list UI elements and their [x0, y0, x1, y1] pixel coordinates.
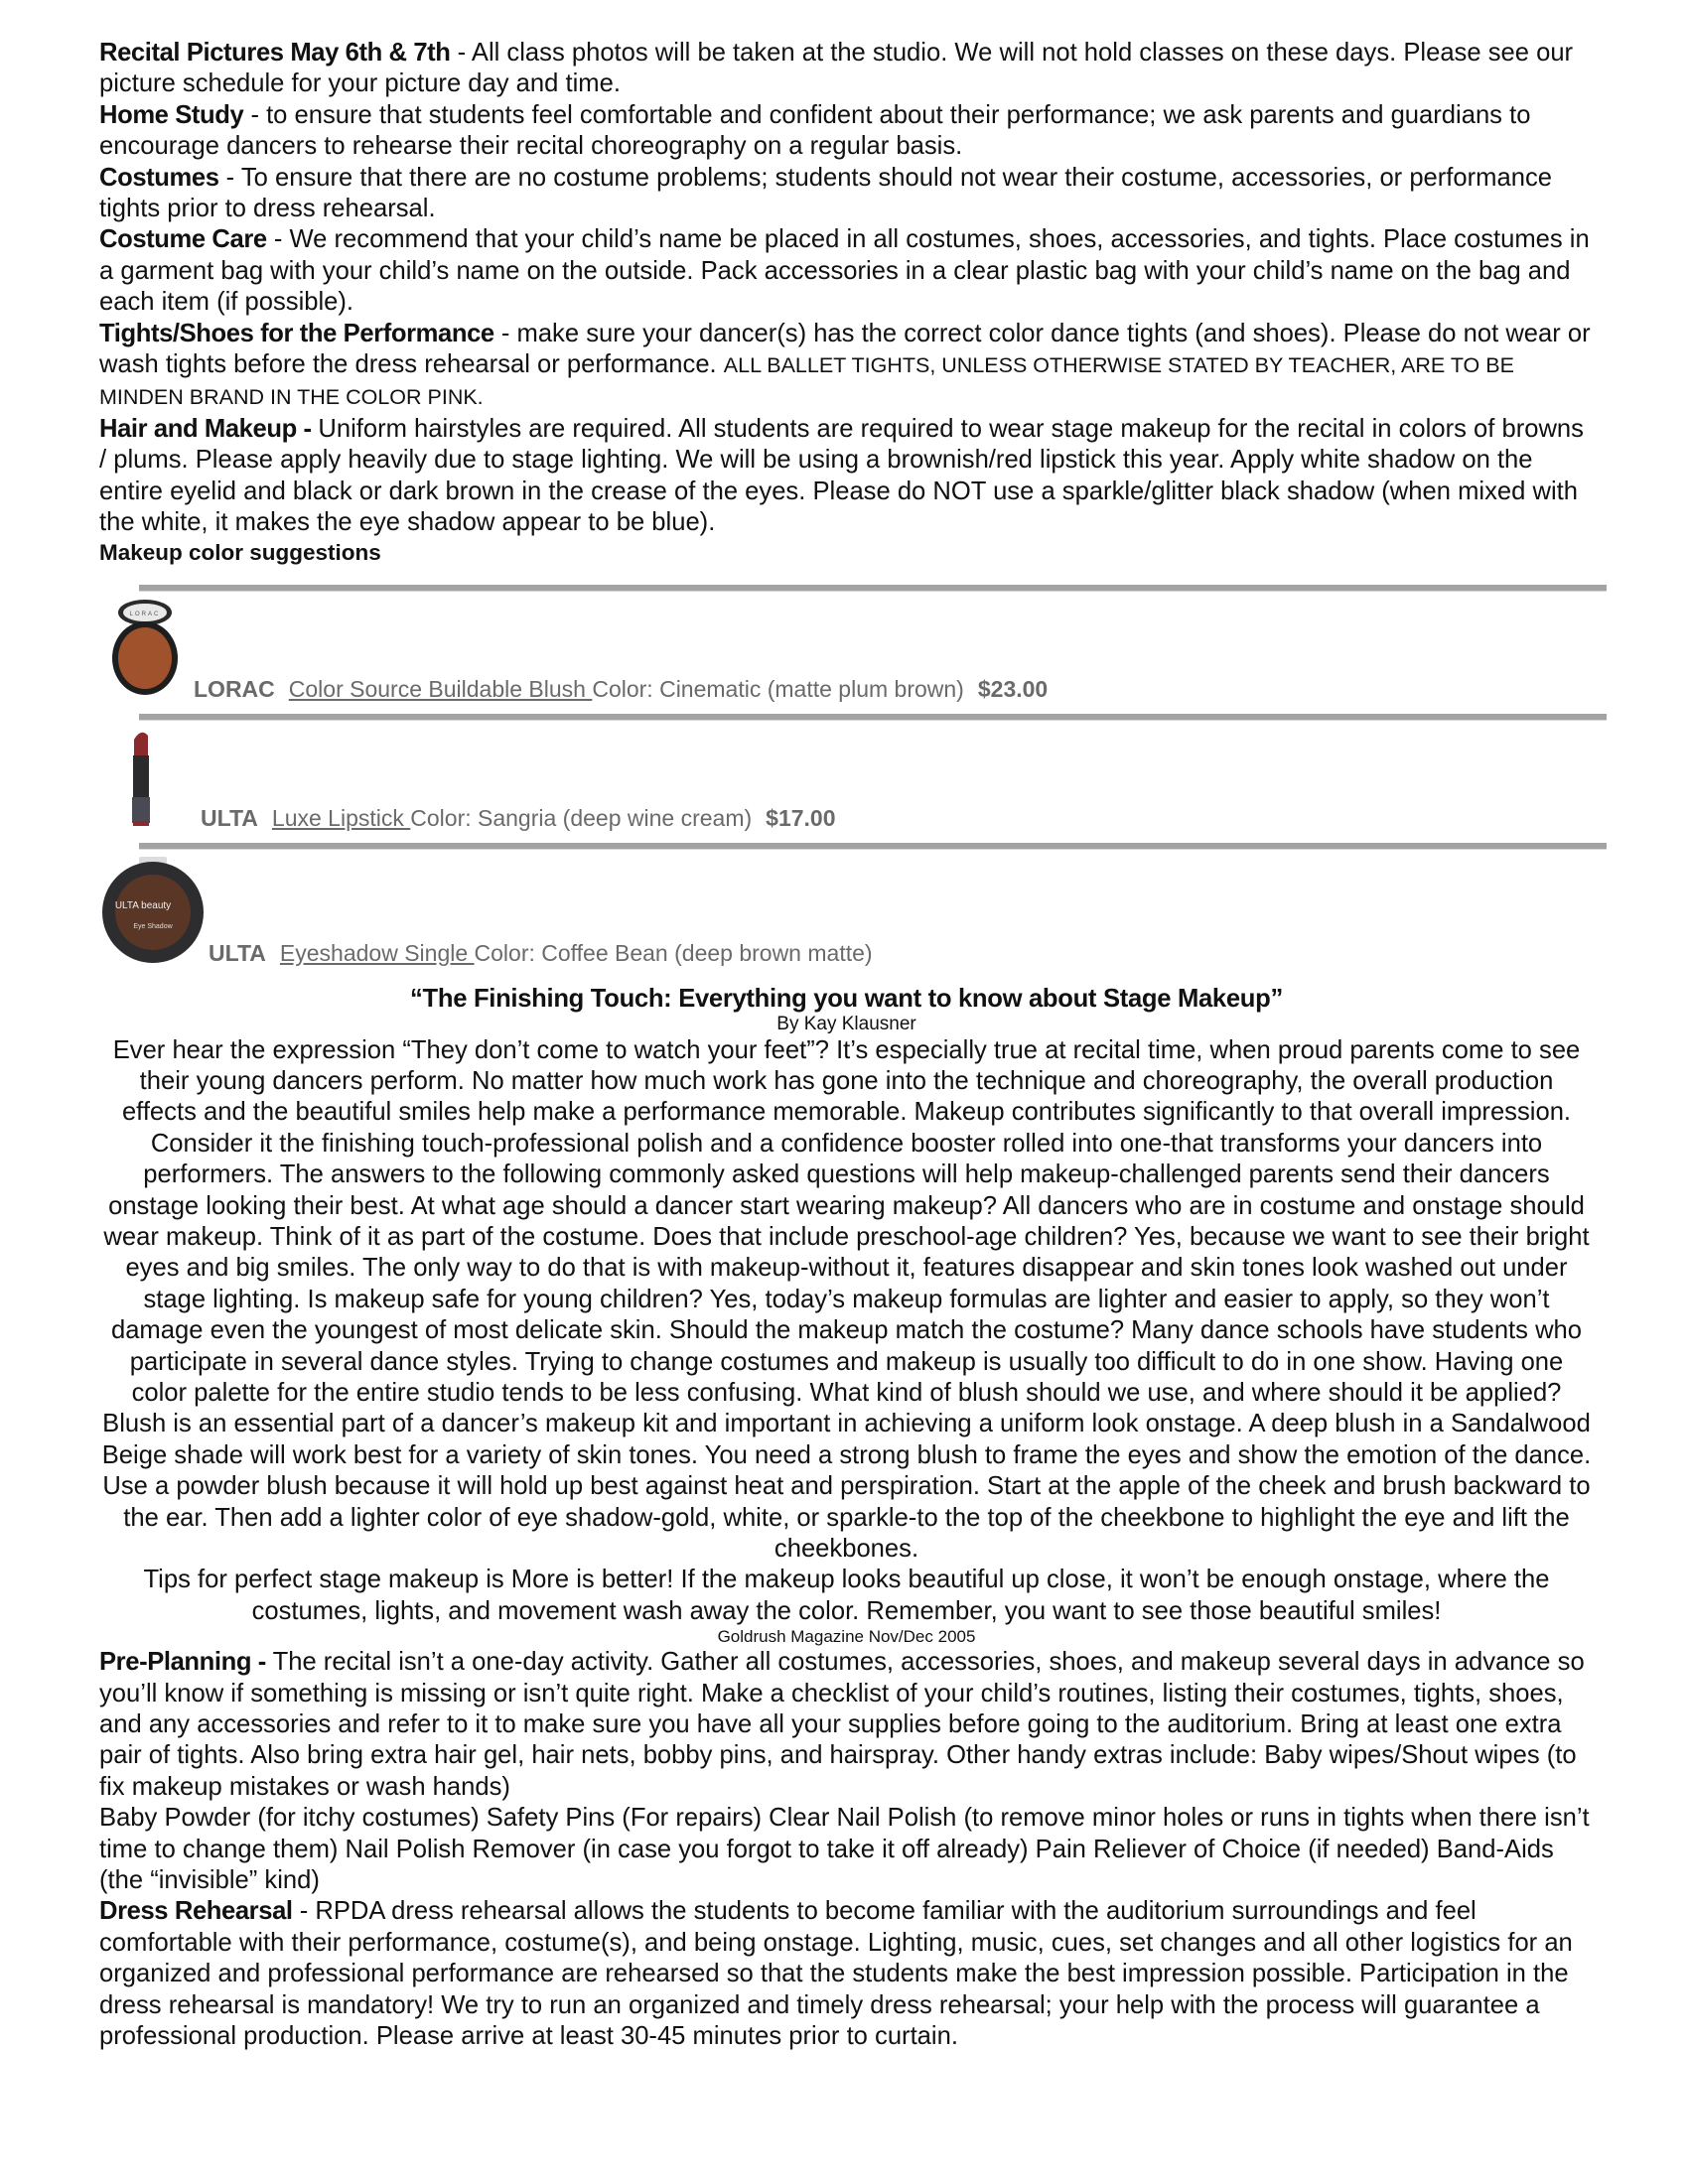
product-list — [99, 567, 1594, 984]
section-body: - All class photos will be taken at the studio. We will not hold classes on these days. Please see our picture schedule for your picture day and time. — [99, 39, 1574, 98]
section-heading: Home Study — [99, 100, 244, 129]
section-home-study — [99, 100, 1594, 163]
section-heading: Hair and Makeup - — [99, 414, 319, 443]
section-heading: Tights/Shoes for the Performance — [99, 319, 494, 347]
product-link-blush[interactable]: Color Source Buildable Blush — [288, 675, 593, 702]
section-body: - to ensure that students feel comfortable and confident about their performance; we ask parents and guardians to encourage dancers to rehearse their recital choreography on a regular basis. — [99, 100, 1531, 161]
eyeshadow-swatch — [115, 875, 191, 950]
section-body: - make sure your dancer(s) has the correct color dance tights (and shoes). Please do not wear or wash tights before the dress rehearsal or performance. — [99, 319, 1591, 379]
section-body: Baby Powder (for itchy costumes) Safety Pins (For repairs) Clear Nail Polish (to remove minor holes or runs in tights when there isn’t time to change them) Nail Polish Remover (in case you forgot to take it off already) Pain Reliever of Choice (if needed) Band-Aids (the “invisible” kind) — [99, 1804, 1590, 1895]
product-text — [194, 676, 1048, 703]
blush-compact-icon — [109, 597, 181, 698]
article-title: “The Finishing Touch: Everything you want to know about Stage Makeup” — [410, 984, 1283, 1013]
tights-notice: ALL BALLET TIGHTS, UNLESS OTHERWISE STATED BY TEACHER, ARE TO BE MINDEN BRAND IN THE COLOR PINK. — [99, 353, 1514, 410]
article-source: Goldrush Magazine Nov/Dec 2005 — [717, 1627, 976, 1647]
section-pre-planning — [99, 1647, 1594, 1803]
section-dress-rehearsal — [99, 1896, 1594, 2052]
article-paragraph: Ever hear the expression “They don’t come to watch your feet”? It’s especially true at recital time, when proud parents come to see their young dancers perform. No matter how much work has gone into the technique and choreography, the overall production effects and the beautiful smiles help make a performance memorable. Makeup contributes significantly to that overall impression. Consider it the finishing touch-professional polish and a confidence booster rolled into one-that transforms your dancers into performers. The answers to the following commonly asked questions will help makeup-challenged parents send their dancers onstage looking their best. At what age should a dancer start wearing makeup? All dancers who are in costume and onstage should wear makeup. Think of it as part of the costume. Does that include preschool-age children? Yes, because we want to see their bright eyes and big smiles. The only way to do that is with makeup-without it, features disappear and skin tones look washed out under stage lighting. Is makeup safe for young children? Yes, today’s makeup formulas are lighter and easier to apply, so they won’t damage even the youngest of most delicate skin. Should the makeup match the costume? Many dance schools have students who participate in several dance styles. Trying to change costumes and makeup is usually too difficult to do in one show. Having one color palette for the entire studio tends to be less confusing. What kind of blush should we use, and where should it be applied? Blush is an essential part of a dancer’s makeup kit and important in achieving a uniform look onstage. A deep blush in a Sandalwood Beige shade will work best for a variety of skin tones. You need a strong blush to frame the eyes and show the emotion of the dance. Use a powder blush because it will hold up best against heat and perspiration. Start at the apple of the cheek and brush backward to the ear. Then add a lighter color of eye shadow-gold, white, or sparkle-to the top of the cheekbone to highlight the eye and lift the cheekbones. — [101, 1035, 1592, 1563]
product-brand: ULTA — [209, 939, 266, 966]
eyeshadow-label: ULTA beauty — [114, 899, 172, 911]
blush-swatch — [118, 627, 172, 689]
divider — [139, 843, 1607, 850]
section-body: - RPDA dress rehearsal allows the students to become familiar with the auditorium surroundings and feel comfortable with their performance, costume(s), and being onstage. Lighting, music, cues, set changes and all other logistics for an organized and professional performance are rehearsed so that the students make the best impression possible. Participation in the dress rehearsal is mandatory! We try to run an organized and timely dress rehearsal; your help with the process will guarantee a professional production. Please arrive at least 30-45 minutes prior to curtain. — [99, 1897, 1573, 2051]
section-handy-extras — [99, 1803, 1594, 1896]
section-heading: Costume Care — [99, 225, 267, 254]
section-body: Uniform hairstyles are required. All students are required to wear stage makeup for the recital in colors of browns / plums. Please apply heavily due to stage lighting. We will be using a brownish/red lipstick this year. Apply white shadow on the entire eyelid and black or dark brown in the crease of the eyes. Please do NOT use a sparkle/glitter black shadow (when mixed with the white, it makes the eye shadow appear to be blue). — [99, 414, 1584, 537]
makeup-suggestions-heading: Makeup color suggestions — [99, 539, 381, 565]
section-costumes — [99, 163, 1594, 225]
article-paragraph: Tips for perfect stage makeup is More is better! If the makeup looks beautiful up close, it won’t be enough onstage, where the costumes, lights, and movement wash away the color. Remember, you want to see those beautiful smiles! — [143, 1566, 1550, 1625]
product-link-eyeshadow[interactable]: Eyeshadow Single — [279, 939, 475, 966]
section-heading: Pre-Planning - — [99, 1648, 273, 1677]
document-page — [99, 38, 1594, 2053]
product-brand: LORAC — [194, 675, 275, 702]
article-byline: By Kay Klausner — [776, 1013, 916, 1034]
section-body: - To ensure that there are no costume problems; students should not wear their costume, accessories, or performance tights prior to dress rehearsal. — [99, 163, 1552, 223]
section-hair-makeup — [99, 414, 1594, 539]
divider — [139, 714, 1607, 721]
product-row-blush — [99, 595, 1594, 714]
article — [99, 984, 1594, 1648]
product-price: $23.00 — [977, 675, 1049, 702]
product-brand: ULTA — [201, 804, 258, 831]
lipstick-icon — [129, 728, 153, 829]
section-heading: Recital Pictures May 6th & 7th — [99, 39, 451, 67]
product-text — [201, 805, 836, 832]
svg-text:LORAC: LORAC — [129, 611, 161, 617]
section-heading: Costumes — [99, 163, 219, 192]
section-recital-pictures — [99, 38, 1594, 100]
divider — [139, 585, 1607, 592]
product-row-eyeshadow — [99, 853, 1594, 982]
product-color: Color: Coffee Bean (deep brown matte) — [474, 939, 873, 966]
product-text — [209, 940, 873, 967]
product-color: Color: Cinematic (matte plum brown) — [592, 675, 964, 702]
product-link-lipstick[interactable]: Luxe Lipstick — [271, 804, 411, 831]
section-body: - We recommend that your child’s name be placed in all costumes, shoes, accessories, and tights. Place costumes in a garment bag with your child’s name on the outside. Pack accessories in a clear plastic bag with your child’s name on the bag and each item (if possible). — [99, 225, 1590, 317]
section-costume-care — [99, 224, 1594, 318]
eyeshadow-compact-icon — [99, 857, 207, 964]
product-price: $17.00 — [766, 804, 836, 831]
section-tights-shoes — [99, 319, 1594, 414]
product-row-lipstick — [99, 724, 1594, 843]
product-color: Color: Sangria (deep wine cream) — [410, 804, 753, 831]
section-heading: Dress Rehearsal — [99, 1897, 293, 1926]
section-body: The recital isn’t a one-day activity. Gather all costumes, accessories, shoes, and makeup several days in advance so you’ll know if something is missing or isn’t quite right. Make a checklist of your child’s routines, listing their costumes, tights, shoes, and any accessories and refer to it to make sure you have all your supplies before going to the auditorium. Bring at least one extra pair of tights. Also bring extra hair gel, hair nets, bobby pins, and hairspray. Other handy extras include: Baby wipes/Shout wipes (to fix makeup mistakes or wash hands) — [99, 1648, 1585, 1801]
eyeshadow-sublabel: Eye Shadow — [133, 922, 173, 930]
